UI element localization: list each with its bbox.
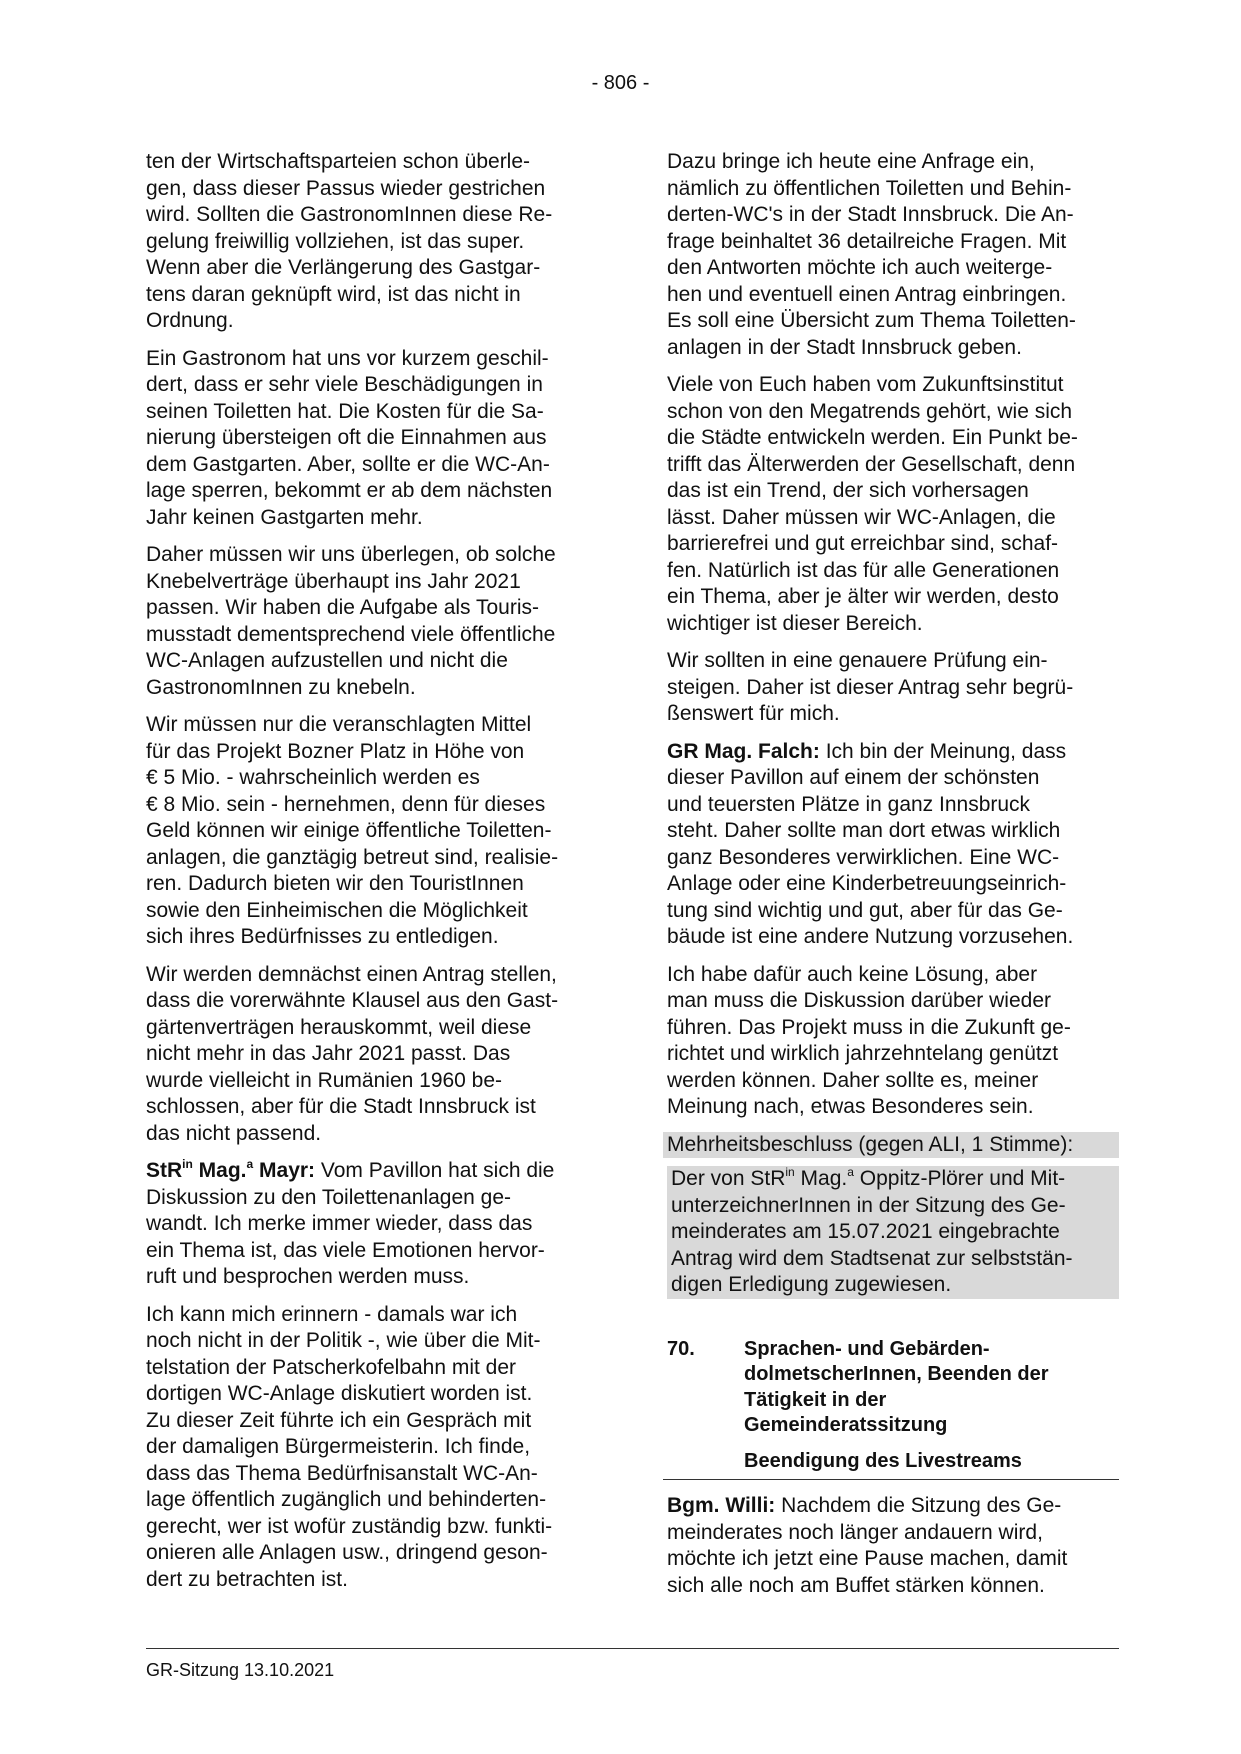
paragraph: Daher müssen wir uns überlegen, ob solche Knebelverträge überhaupt ins Jahr 2021 passen. Wir haben die Aufgabe als Touris- musstadt dementsprechend viele öffentliche WC-Anlagen aufzustellen und nicht die GastronomInnen zu knebeln. [146,543,556,699]
speech-falch [667,739,1119,951]
decision-vote: Mehrheitsbeschluss (gegen ALI, 1 Stimme): [663,1132,1119,1159]
decision-text: Der von StR$^{in}$ Mag.$^a$ Oppitz-Plörer und Mit- unterzeichnerInnen in der Sitzung des Ge- meinderates am 15.07.2021 eingebrachte Antrag wird dem Stadtsenat zur selbststän- digen Erledigung zugewiesen. [667,1166,1119,1299]
paragraph: Wir sollten in eine genauere Prüfung ein- steigen. Daher ist dieser Antrag sehr begrü- ßenswert für mich. [667,649,1074,725]
paragraph: Wir werden demnächst einen Antrag stellen, dass die vorerwähnte Klausel aus den Gast- gärtenverträgen herauskommt, weil diese nicht mehr in das Jahr 2021 passt. Das wurde vielleicht in Rumänien 1960 be- schlossen, aber für die Stadt Innsbruck ist das nicht passend. [146,962,559,1145]
speaker-name: GR Mag. Falch: [667,739,820,763]
footer: GR-Sitzung 13.10.2021 [146,1660,335,1680]
speaker-name: StR$^{in}$ Mag.$^a$ Mayr: [146,1157,316,1182]
page-number: - 806 - [591,72,650,94]
agenda-item-subtitle: Beendigung des Livestreams [744,1449,1022,1472]
speech-text: Ich bin der Meinung, dass dieser Pavillon auf einem der schönsten und teuersten Plätze in ganz Innsbruck steht. Daher sollte man dort etwas wirklich ganz Besonderes verwirklichen. Eine WC- Anlage oder eine Kinderbetreuungseinrich- tung sind wichtig und gut, aber für das Ge- bäude ist eine andere Nutzung vorzusehen. [667,739,1074,948]
speech-mayr [146,1158,596,1291]
paragraph: Wir müssen nur die veranschlagten Mittel für das Projekt Bozner Platz in Höhe von € 5 Mio. - wahrscheinlich werden es € 8 Mio. sein - hernehmen, denn für dieses Geld können wir einige öffentliche Toiletten- anlagen, die ganztägig betreut sind, realisie- ren. Dadurch bieten wir den TouristInnen sowie den Einheimischen die Möglichkeit sich ihres Bedürfnisses zu entledigen. [146,713,559,948]
agenda-item-number: 70. [667,1337,695,1360]
paragraph: Viele von Euch haben vom Zukunftsinstitut schon von den Megatrends gehört, wie sich die Städte entwickeln werden. Ein Punkt be- trifft das Älterwerden der Gesellschaft, denn das ist ein Trend, der sich vorhersagen lässt. Daher müssen wir WC-Anlagen, die barrierefrei und gut erreichbar sind, schaf- fen. Natürlich ist das für alle Generationen ein Thema, aber je älter wir werden, desto wichtiger ist dieser Bereich. [667,373,1078,635]
speaker-name: Bgm. Willi: [667,1494,776,1517]
divider [663,1479,1119,1480]
right-column [667,149,1119,1610]
paragraph: ten der Wirtschaftsparteien schon überle- gen, dass dieser Passus wieder gestrichen wird. Sollten die GastronomInnen diese Re- gelung freiwillig vollziehen, ist das super. Wenn aber die Verlängerung des Gastgar- tens daran geknüpft wird, ist das nicht in Ordnung. [146,150,553,332]
paragraph: Ich habe dafür auch keine Lösung, aber man muss die Diskussion darüber wieder führen. Das Projekt muss in die Zukunft ge- richtet und wirklich jahrzehntelang genützt werden können. Daher sollte es, meiner Meinung nach, etwas Besonderes sein. [667,962,1071,1118]
paragraph: Ich kann mich erinnern - damals war ich noch nicht in der Politik -, wie über die Mit- telstation der Patscherkofelbahn mit der dortigen WC-Anlage diskutiert worden ist. Zu dieser Zeit führte ich ein Gespräch mit der damaligen Bürgermeisterin. Ich finde, dass das Thema Bedürfnisanstalt WC-An- lage öffentlich zugänglich und behinderten- gerecht, wer ist wofür zuständig bzw. funkti- onieren alle Anlagen usw., dringend geson- dert zu betrachten ist. [146,1302,553,1591]
left-column [146,149,596,1604]
agenda-item-title: Sprachen- und Gebärden- dolmetscherInnen, Beenden der Tätigkeit in der Gemeinderatssitzung [744,1337,1049,1436]
footer-divider [146,1648,1119,1649]
paragraph: Dazu bringe ich heute eine Anfrage ein, nämlich zu öffentlichen Toiletten und Behin- derten-WC's in der Stadt Innsbruck. Die An- frage beinhaltet 36 detailreiche Fragen. Mit den Antworten möchte ich auch weiterge- hen und eventuell einen Antrag einbringen. Es soll eine Übersicht zum Thema Toiletten- anlagen in der Stadt Innsbruck geben. [667,150,1076,359]
speech-text: Nachdem die Sitzung des Ge- meinderates noch länger andauern wird, möchte ich jetzt eine Pause machen, damit sich alle noch am Buffet stärken können. [667,1494,1068,1597]
agenda-item [667,1337,1119,1439]
paragraph: Ein Gastronom hat uns vor kurzem geschil- dert, dass er sehr viele Beschädigungen in seinen Toiletten hat. Die Kosten für die Sa- nierung übersteigen oft die Einnahmen aus dem Gastgarten. Aber, sollte er die WC-An- lage sperren, bekommt er ab dem nächsten Jahr keinen Gastgarten mehr. [146,346,553,529]
speech-text: Vom Pavillon hat sich die Diskussion zu den Toilettenanlagen ge- wandt. Ich merke immer wieder, dass das ein Thema ist, das viele Emotionen hervor- ruft und besprochen werden muss. [146,1159,555,1288]
speech-willi [667,1493,1119,1599]
